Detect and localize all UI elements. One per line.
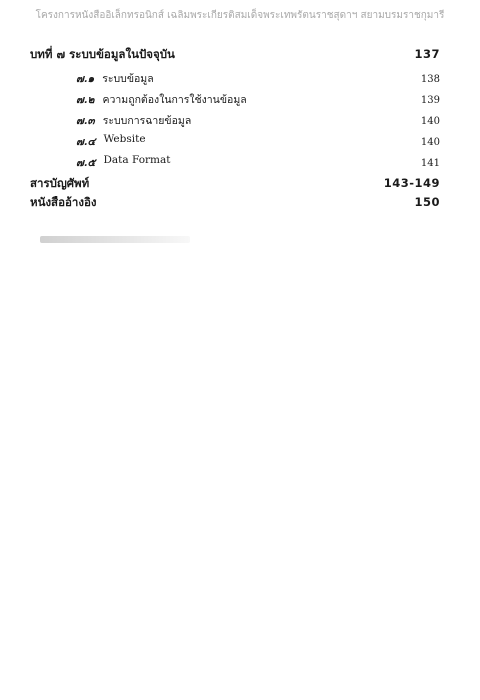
section-number: ๗.๓	[76, 115, 95, 127]
section-number: ๗.๒	[76, 94, 95, 106]
section-title: ความถูกต้องในการใช้งานข้อมูล	[102, 94, 247, 106]
section-number: ๗.๔	[76, 136, 96, 148]
running-header: โครงการหนังสืออิเล็กทรอนิกส์ เฉลิมพระเกียรติสมเด็จพระเทพรัตนราชสุดาฯ สยามบรมราชกุมารี	[35, 10, 445, 21]
scan-smudge	[40, 236, 190, 243]
references-title: หนังสืออ้างอิง	[30, 195, 97, 209]
chapter-title: บทที่ ๗ ระบบข้อมูลในปัจจุบัน	[30, 47, 175, 61]
references-page-number: 150	[414, 195, 440, 209]
section-page-number: 140	[420, 116, 440, 127]
table-of-contents	[30, 46, 440, 213]
toc-section-7-5[interactable]	[30, 154, 440, 175]
section-title: ระบบข้อมูล	[102, 73, 154, 85]
chapter-page-number: 137	[414, 47, 440, 61]
toc-chapter-7[interactable]	[30, 46, 440, 70]
toc-glossary[interactable]	[30, 175, 440, 194]
toc-section-7-4[interactable]	[30, 133, 440, 154]
toc-section-7-3[interactable]	[30, 112, 440, 133]
section-page-number: 139	[420, 95, 440, 106]
section-page-number: 141	[420, 158, 440, 169]
section-page-number: 140	[420, 137, 440, 148]
toc-section-7-2[interactable]	[30, 91, 440, 112]
section-page-number: 138	[420, 74, 440, 85]
section-title: Website	[103, 133, 146, 145]
section-number: ๗.๕	[76, 157, 96, 169]
section-title: Data Format	[103, 154, 171, 166]
toc-references[interactable]	[30, 194, 440, 213]
glossary-page-range: 143-149	[383, 176, 440, 190]
glossary-title: สารบัญศัพท์	[30, 176, 90, 190]
toc-section-7-1[interactable]	[30, 70, 440, 91]
section-number: ๗.๑	[76, 73, 95, 85]
section-title: ระบบการฉายข้อมูล	[102, 115, 192, 127]
